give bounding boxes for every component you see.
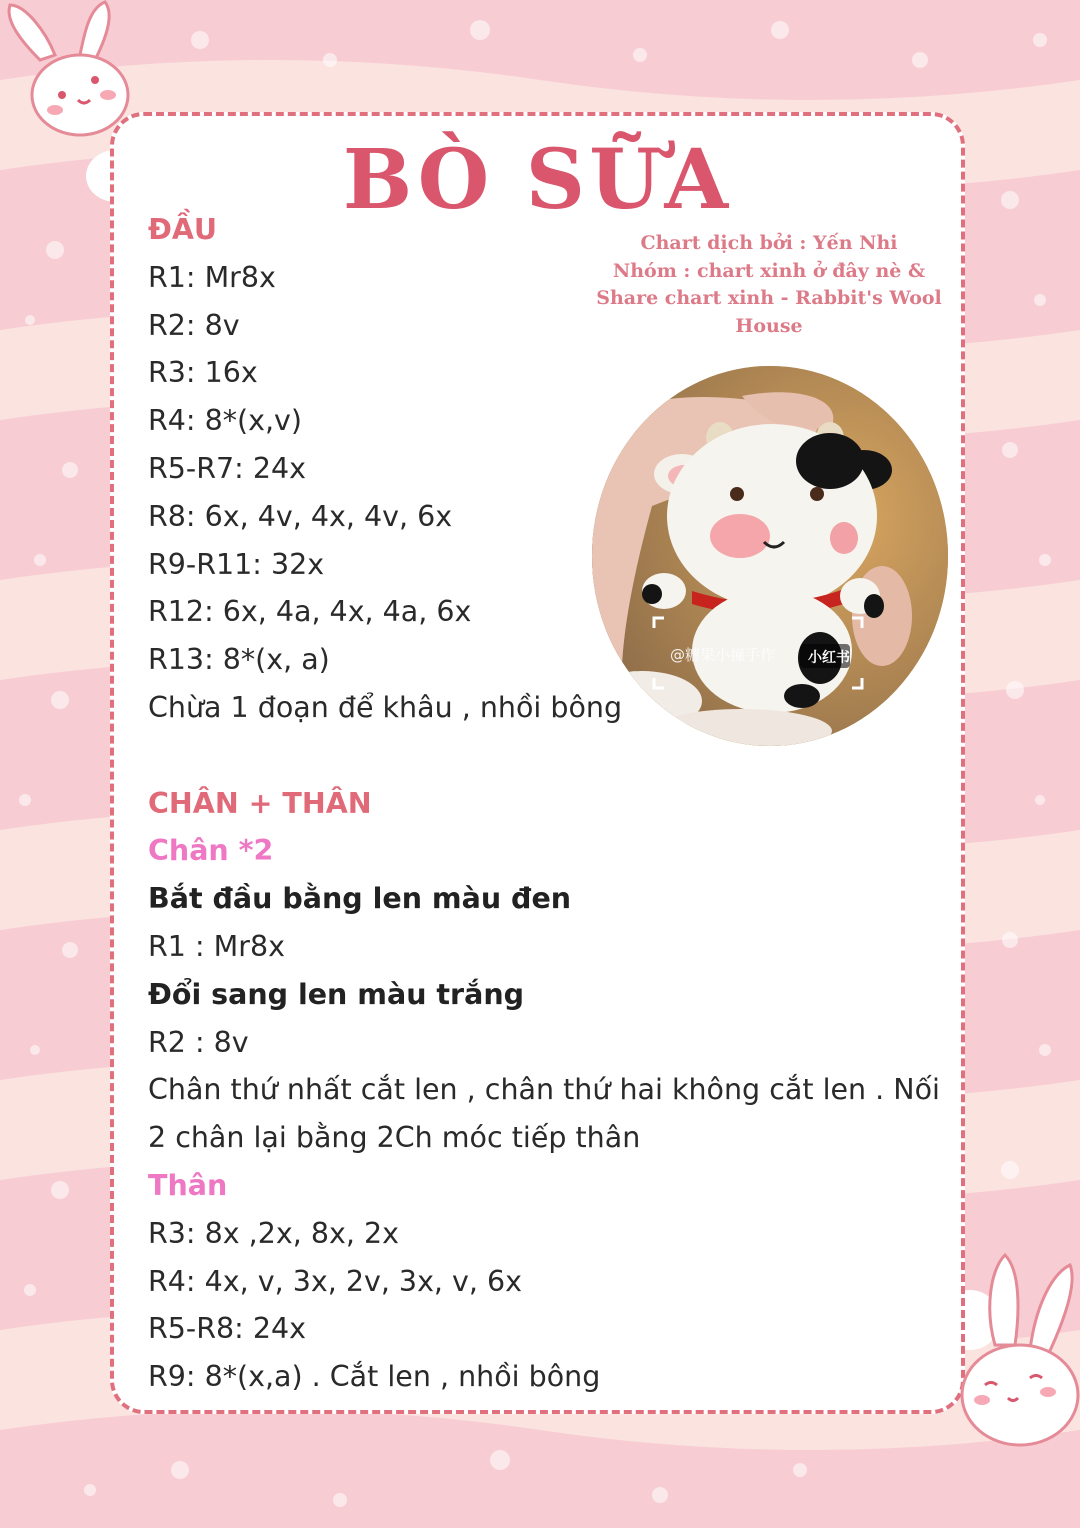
- credit-line: Nhóm : chart xinh ở đây nè &: [612, 259, 926, 282]
- credit-line: Chart dịch bởi : Yến Nhi: [640, 232, 898, 254]
- pattern-note: Chân thứ nhất cắt len , chân thứ hai không cắt len . Nối: [148, 1073, 940, 1107]
- credit-line: House: [735, 314, 803, 337]
- pattern-row: R1: Mr8x: [148, 260, 276, 294]
- photo-badge: 小红书: [808, 650, 850, 666]
- pattern-row: R4: 8*(x,v): [148, 404, 303, 438]
- section-heading-body: CHÂN + THÂN: [148, 786, 372, 820]
- section-heading-head: ĐẦU: [148, 213, 218, 246]
- pattern-row: R12: 6x, 4a, 4x, 4a, 6x: [148, 595, 472, 629]
- pattern-content: [148, 206, 948, 1401]
- pattern-row: R2: 8v: [148, 308, 240, 342]
- pattern-row: R8: 6x, 4v, 4x, 4v, 6x: [148, 499, 453, 533]
- pattern-row: R3: 16x: [148, 356, 258, 390]
- subheading-body: Thân: [148, 1168, 228, 1202]
- pattern-row: R5-R7: 24x: [148, 451, 306, 485]
- pattern-row: R3: 8x ,2x, 8x, 2x: [148, 1216, 399, 1250]
- photo-watermark: @糖果小撞手作: [670, 646, 776, 664]
- pattern-row: R9-R11: 32x: [148, 547, 325, 581]
- credit-line: Share chart xinh - Rabbit's Wool: [596, 287, 942, 309]
- pattern-note: 2 chân lại bằng 2Ch móc tiếp thân: [148, 1121, 641, 1155]
- pattern-note: Chừa 1 đoạn để khâu , nhồi bông: [148, 690, 623, 724]
- pattern-row: R4: 4x, v, 3x, 2v, 3x, v, 6x: [148, 1264, 523, 1298]
- pattern-row: R1 : Mr8x: [148, 929, 285, 963]
- subheading-legs: Chân *2: [148, 834, 274, 868]
- pattern-row: R9: 8*(x,a) . Cắt len , nhồi bông: [148, 1360, 601, 1394]
- bunny-top-left-icon: [0, 0, 140, 140]
- pattern-row: R5-R8: 24x: [148, 1312, 306, 1346]
- color-note-white: Đổi sang len màu trắng: [148, 977, 525, 1011]
- section-spacer: [148, 732, 948, 780]
- bunny-bottom-right-icon: [950, 1250, 1080, 1450]
- page-title: BÒ SỮA: [342, 132, 733, 228]
- pattern-row: R13: 8*(x, a): [148, 643, 330, 677]
- color-note-black: Bắt đầu bằng len màu đen: [148, 882, 572, 916]
- pattern-row: R2 : 8v: [148, 1025, 249, 1059]
